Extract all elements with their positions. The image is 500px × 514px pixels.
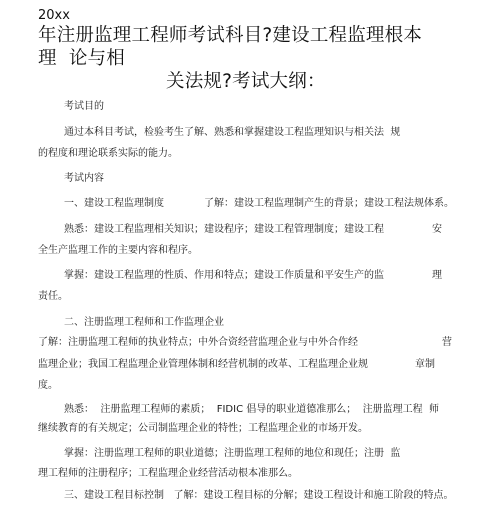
paragraph-line: 掌握：注册监理工程师的职业道德；注册监理工程师的地位和现任；注册 监 xyxy=(64,448,401,459)
paragraph-line-tail: 章制 xyxy=(415,359,435,370)
paragraph-line-tail: 安 xyxy=(432,224,442,235)
section-heading-3: 三、建设工程目标控制 了解：建设工程目标的分解；建设工程设计和施工阶段的特点。 xyxy=(64,490,454,501)
paragraph-line: 责任。 xyxy=(38,291,68,302)
paragraph-line: 熟悉：建设工程监理相关知识；建设程序；建设工程管理制度；建设工程 xyxy=(64,224,384,235)
page-title-line-2: 理 论与相 xyxy=(38,48,125,69)
page-title-line-1: 年注册监理工程师考试科目?建设工程监理根本 xyxy=(38,25,423,46)
paragraph-line-tail: 理 xyxy=(432,270,442,281)
paragraph-line: 全生产监理工作的主要内容和程序。 xyxy=(38,245,198,256)
section-heading-1: 一、建设工程监理制度 xyxy=(64,198,164,209)
paragraph-line: 了解：注册监理工程师的执业特点；中外合资经营监理企业与中外合作经 xyxy=(38,337,358,348)
paragraph-line-tail: 营 xyxy=(442,337,452,348)
paragraph-line: 继续教育的有关规定；公司制监理企业的特性；工程监理企业的市场开发。 xyxy=(38,423,368,434)
paragraph-line: 理工程师的注册程序；工程监理企业经营活动根本准那么。 xyxy=(38,468,298,479)
section-heading-content: 考试内容 xyxy=(64,173,104,184)
paragraph-line: 监理企业；我国工程监理企业管理体制和经营机制的改革、工程监理企业规 xyxy=(38,359,368,370)
paragraph-line: 熟悉： 注册监理工程师的素质； FIDIC 倡导的职业道德准那么； 注册监理工程 师 xyxy=(64,404,439,415)
year-label: 20xx xyxy=(38,8,70,23)
page-title-line-3: 关法规?考试大纲： xyxy=(166,71,326,92)
section-heading-purpose: 考试目的 xyxy=(64,101,104,112)
paragraph-line: 掌握：建设工程监理的性质、作用和特点；建设工作质量和平安生产的监 xyxy=(64,270,384,281)
paragraph-line: 通过本科目考试，检验考生了解、熟悉和掌握建设工程监理知识与相关法 规 xyxy=(64,127,401,138)
paragraph-line: 了解：建设工程监理制产生的背景；建设工程法规体系。 xyxy=(204,198,454,209)
paragraph-line: 度。 xyxy=(38,380,58,391)
section-heading-2: 二、注册监理工程师和工作监理企业 xyxy=(64,317,224,328)
paragraph-line: 的程度和理论联系实际的能力。 xyxy=(38,148,178,159)
